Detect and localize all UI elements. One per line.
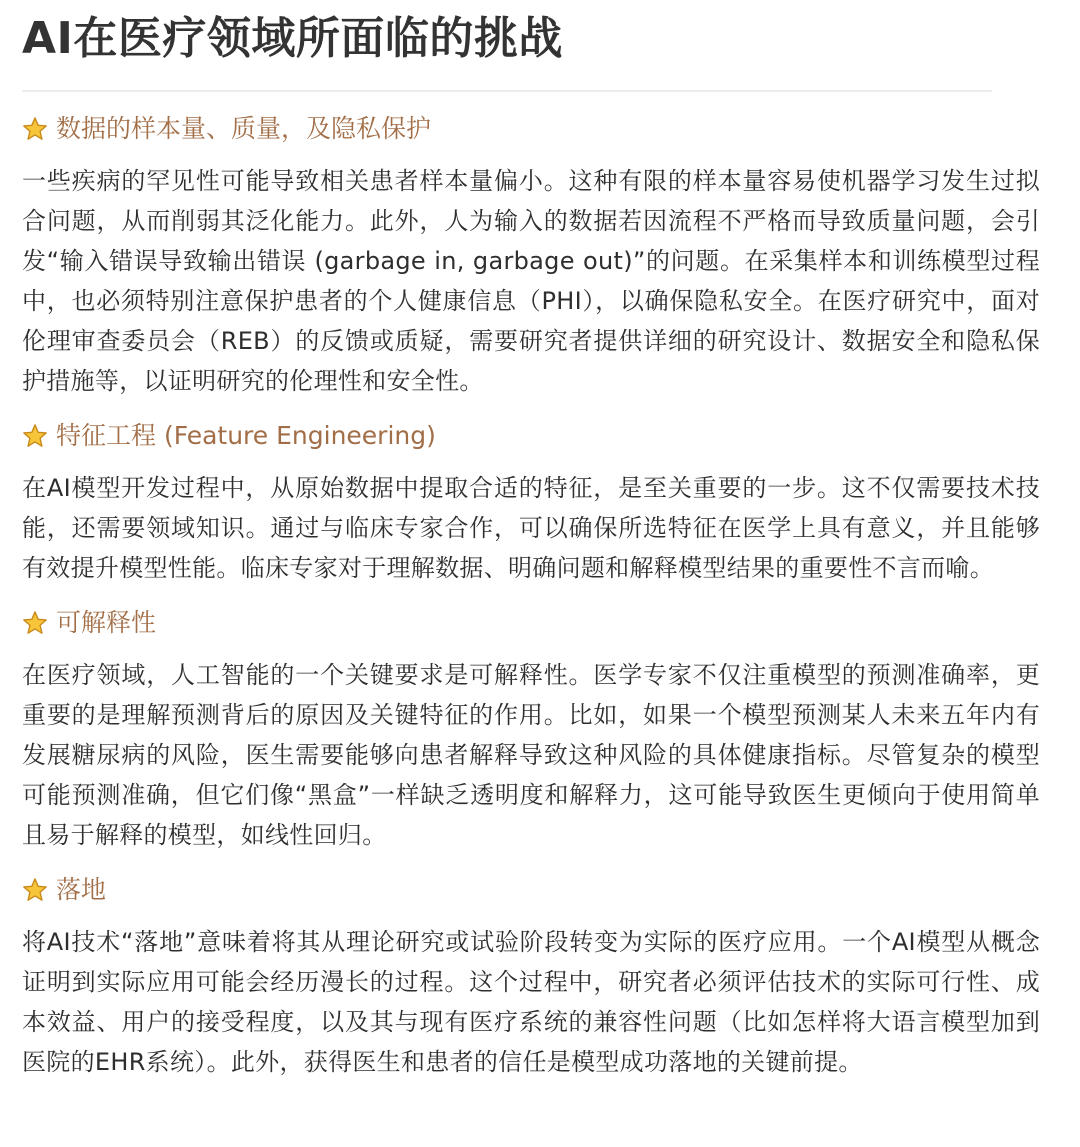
section-heading [22,604,1040,642]
section-paragraph: 在医疗领域，人工智能的一个关键要求是可解释性。医学专家不仅注重模型的预测准确率，更重要的是理解预测背后的原因及关键特征的作用。比如，如果一个模型预测某人未来五年内有发展糖尿病的风险，医生需要能够向患者解释导致这种风险的具体健康指标。尽管复杂的模型可能预测准确，但它们像“黑盒”一样缺乏透明度和解释力，这可能导致医生更倾向于使用简单且易于解释的模型，如线性回归。 [22,661,1040,849]
section-data-privacy [22,110,1040,401]
star-icon [22,610,48,636]
section-heading [22,110,1040,148]
section-paragraph: 一些疾病的罕见性可能导致相关患者样本量偏小。这种有限的样本量容易使机器学习发生过拟合问题，从而削弱其泛化能力。此外，人为输入的数据若因流程不严格而导致质量问题，会引发“输入错误导致输出错误 (garbage in, garbage out)”的问题。在采集样本和训练模型过程中，也必须特别注意保护患者的个人健康信息（PHI），以确保隐私安全。在医疗研究中，面对伦理审查委员会（REB）的反馈或质疑，需要研究者提供详细的研究设计、数据安全和隐私保护措施等，以证明研究的伦理性和安全性。 [22,167,1040,395]
star-icon [22,116,48,142]
star-icon [22,877,48,903]
title-divider [22,90,992,92]
section-paragraph: 将AI技术“落地”意味着将其从理论研究或试验阶段转变为实际的医疗应用。一个AI模型从概念证明到实际应用可能会经历漫长的过程。这个过程中，研究者必须评估技术的实际可行性、成本效益、用户的接受程度，以及其与现有医疗系统的兼容性问题（比如怎样将大语言模型加到医院的EHR系统）。此外，获得医生和患者的信任是模型成功落地的关键前提。 [22,928,1040,1076]
section-heading-text: 特征工程 (Feature Engineering) [56,421,436,450]
page-title: AI在医疗领域所面临的挑战 [22,13,563,64]
section-heading-text: 数据的样本量、质量，及隐私保护 [56,114,432,143]
section-paragraph: 在AI模型开发过程中，从原始数据中提取合适的特征，是至关重要的一步。这不仅需要技术技能，还需要领域知识。通过与临床专家合作，可以确保所选特征在医学上具有意义，并且能够有效提升模型性能。临床专家对于理解数据、明确问题和解释模型结果的重要性不言而喻。 [22,474,1040,582]
section-feature-engineering [22,417,1040,588]
section-heading [22,417,1040,455]
section-deployment [22,871,1040,1082]
section-interpretability [22,604,1040,855]
section-heading [22,871,1040,909]
section-heading-text: 可解释性 [56,608,157,637]
section-heading-text: 落地 [56,875,107,904]
star-icon [22,423,48,449]
